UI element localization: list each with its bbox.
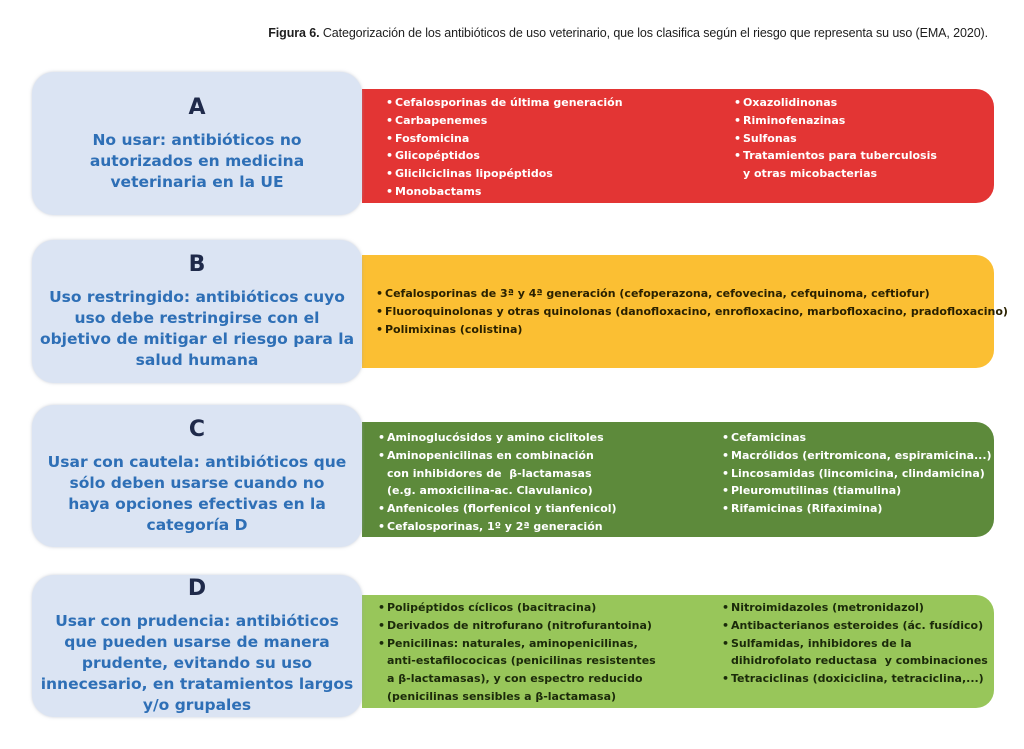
antibiotic-item-text: Cefamicinas bbox=[731, 431, 807, 444]
category-box-b bbox=[32, 240, 362, 383]
antibiotic-panel-c bbox=[362, 422, 994, 537]
antibiotic-item-text: Oxazolidinonas bbox=[743, 96, 838, 109]
antibiotic-item bbox=[376, 321, 1008, 339]
antibiotic-item bbox=[376, 285, 1008, 303]
bullet-icon: • bbox=[378, 636, 386, 650]
antibiotic-item bbox=[722, 599, 988, 617]
category-box-c bbox=[32, 405, 362, 547]
antibiotic-item-text: (e.g. amoxicilina-ac. Clavulanico) bbox=[387, 484, 593, 498]
bullet-icon: • bbox=[734, 149, 742, 163]
bullet-icon: • bbox=[722, 672, 730, 686]
bullet-icon: • bbox=[386, 184, 394, 198]
bullet-icon: • bbox=[722, 618, 730, 632]
figure-caption-text: Categorización de los antibióticos de uso veterinario, que los clasifica según el riesgo que representa su uso (EMA, 2020). bbox=[319, 26, 988, 40]
antibiotic-item-text: dihidrofolato reductasa y combinaciones bbox=[731, 654, 988, 668]
antibiotic-item bbox=[734, 94, 937, 112]
antibiotic-item-text: Penicilinas: naturales, aminopenicilinas, bbox=[387, 636, 638, 650]
antibiotic-item bbox=[378, 518, 722, 536]
bullet-icon: • bbox=[722, 466, 730, 480]
antibiotic-item bbox=[378, 447, 722, 465]
antibiotic-column bbox=[722, 599, 988, 708]
antibiotic-item-text: a β-lactamasas), y con espectro reducido bbox=[387, 672, 643, 686]
antibiotic-item bbox=[386, 147, 734, 165]
antibiotic-item bbox=[386, 165, 734, 183]
antibiotic-item-text: Sulfamidas, inhibidores de la bbox=[731, 636, 912, 650]
category-box-a bbox=[32, 72, 362, 215]
bullet-icon: • bbox=[386, 96, 394, 109]
bullet-icon: • bbox=[378, 519, 386, 533]
category-row-b bbox=[32, 240, 1008, 383]
antibiotic-item bbox=[734, 112, 937, 130]
antibiotic-item bbox=[722, 670, 988, 688]
antibiotic-item-text: anti-estafilococicas (penicilinas resistentes bbox=[387, 654, 656, 668]
antibiotic-item-text: Sulfonas bbox=[743, 131, 797, 145]
antibiotic-column bbox=[378, 599, 722, 708]
bullet-icon: • bbox=[376, 322, 384, 336]
bullet-icon: • bbox=[386, 149, 394, 163]
antibiotic-item-text: Aminoglucósidos y amino ciclitoles bbox=[387, 431, 604, 444]
figure-caption bbox=[268, 26, 988, 40]
antibiotic-item-text: Antibacterianos esteroides (ác. fusídico) bbox=[731, 618, 984, 632]
antibiotic-item-text: Tratamientos para tuberculosis bbox=[743, 149, 937, 163]
antibiotic-column bbox=[378, 429, 722, 537]
category-row-d bbox=[32, 575, 994, 717]
antibiotic-item-continuation bbox=[378, 670, 722, 688]
antibiotic-item-text: Lincosamidas (lincomicina, clindamicina) bbox=[731, 466, 985, 480]
bullet-icon: • bbox=[722, 448, 730, 462]
antibiotic-item bbox=[734, 130, 937, 148]
antibiotic-item-text: Glicopéptidos bbox=[395, 149, 480, 163]
antibiotic-item-text: (penicilinas sensibles a β-lactamasa) bbox=[387, 689, 617, 703]
bullet-icon: • bbox=[734, 131, 742, 145]
bullet-icon: • bbox=[376, 304, 384, 318]
antibiotic-item-text: Cefalosporinas de última generación bbox=[395, 96, 623, 109]
category-box-d bbox=[32, 575, 362, 717]
antibiotic-item bbox=[386, 183, 734, 201]
antibiotic-item bbox=[722, 482, 992, 500]
antibiotic-item-text: Derivados de nitrofurano (nitrofurantoina) bbox=[387, 618, 652, 632]
antibiotic-item bbox=[386, 94, 734, 112]
antibiotic-item bbox=[378, 617, 722, 635]
antibiotic-item-continuation bbox=[722, 652, 988, 670]
antibiotic-item-text: y otras micobacterias bbox=[743, 167, 878, 181]
bullet-icon: • bbox=[376, 287, 384, 300]
category-letter: B bbox=[188, 252, 206, 277]
antibiotic-item-text: con inhibidores de β-lactamasas bbox=[387, 466, 592, 480]
antibiotic-item bbox=[722, 635, 988, 653]
category-description: Uso restringido: antibióticos cuyo uso debe restringirse con el objetivo de mitigar el riesgo para la salud humana bbox=[39, 288, 355, 369]
antibiotic-item-text: Nitroimidazoles (metronidazol) bbox=[731, 601, 924, 614]
antibiotic-column bbox=[722, 429, 992, 537]
bullet-icon: • bbox=[722, 601, 730, 614]
category-row-a bbox=[32, 72, 994, 215]
antibiotic-item-text: Glicilciclinas lipopéptidos bbox=[395, 167, 553, 181]
antibiotic-item-text: Anfenicoles (florfenicol y tianfenicol) bbox=[387, 502, 617, 516]
antibiotic-item bbox=[378, 599, 722, 617]
bullet-icon: • bbox=[722, 431, 730, 444]
antibiotic-item bbox=[722, 617, 988, 635]
antibiotic-item-text: Cefalosporinas de 3ª y 4ª generación (cefoperazona, cefovecina, cefquinoma, ceftiofur) bbox=[385, 287, 930, 300]
antibiotic-item-text: Fluoroquinolonas y otras quinolonas (danofloxacino, enrofloxacino, marbofloxacino, pradofloxacino) bbox=[385, 304, 1008, 318]
antibiotic-column bbox=[386, 94, 734, 203]
bullet-icon: • bbox=[734, 96, 742, 109]
category-description: No usar: antibióticos no autorizados en medicina veterinaria en la UE bbox=[89, 130, 305, 191]
bullet-icon: • bbox=[722, 502, 730, 516]
antibiotic-item bbox=[378, 500, 722, 518]
antibiotic-item-text: Tetraciclinas (doxiciclina, tetraciclina,...) bbox=[731, 672, 984, 686]
antibiotic-item bbox=[386, 112, 734, 130]
bullet-icon: • bbox=[722, 636, 730, 650]
antibiotic-item bbox=[722, 429, 992, 447]
antibiotic-item-continuation bbox=[734, 165, 937, 183]
antibiotic-item-continuation bbox=[378, 465, 722, 483]
antibiotic-item-text: Polipéptidos cíclicos (bacitracina) bbox=[387, 601, 597, 614]
antibiotic-item-text: Macrólidos (eritromicona, espiramicina...) bbox=[731, 448, 992, 462]
antibiotic-item bbox=[378, 429, 722, 447]
antibiotic-item bbox=[722, 465, 992, 483]
antibiotic-item bbox=[376, 303, 1008, 321]
antibiotic-item-text: Carbapenemes bbox=[395, 113, 488, 127]
antibiotic-item-text: Aminopenicilinas en combinación bbox=[387, 448, 594, 462]
antibiotic-item-text: Riminofenazinas bbox=[743, 113, 846, 127]
category-description: Usar con prudencia: antibióticos que pueden usarse de manera prudente, evitando su uso innecesario, en tratamientos largos y/o grupales bbox=[40, 612, 354, 714]
antibiotic-item-text: Polimixinas (colistina) bbox=[385, 322, 523, 336]
antibiotic-panel-b bbox=[362, 255, 1008, 368]
antibiotic-item-text: Fosfomicina bbox=[395, 131, 470, 145]
bullet-icon: • bbox=[378, 618, 386, 632]
bullet-icon: • bbox=[386, 113, 394, 127]
category-letter: C bbox=[188, 416, 206, 442]
antibiotic-item-continuation bbox=[378, 652, 722, 670]
bullet-icon: • bbox=[386, 167, 394, 181]
antibiotic-item-text: Pleuromutilinas (tiamulina) bbox=[731, 484, 902, 498]
category-letter: A bbox=[188, 94, 206, 120]
antibiotic-item-text: Monobactams bbox=[395, 184, 482, 198]
category-row-c bbox=[32, 405, 994, 547]
bullet-icon: • bbox=[386, 131, 394, 145]
bullet-icon: • bbox=[378, 601, 386, 614]
antibiotic-item bbox=[734, 147, 937, 165]
antibiotic-item-text: Cefalosporinas, 1º y 2ª generación bbox=[387, 519, 603, 533]
antibiotic-item bbox=[722, 447, 992, 465]
antibiotic-panel-d bbox=[362, 595, 994, 708]
antibiotic-item-text: Rifamicinas (Rifaximina) bbox=[731, 502, 883, 516]
bullet-icon: • bbox=[378, 431, 386, 444]
antibiotic-item-continuation bbox=[378, 482, 722, 500]
bullet-icon: • bbox=[378, 502, 386, 516]
category-letter: D bbox=[187, 576, 207, 601]
bullet-icon: • bbox=[722, 484, 730, 498]
bullet-icon: • bbox=[734, 113, 742, 127]
antibiotic-column bbox=[734, 94, 937, 203]
antibiotic-item bbox=[722, 500, 992, 518]
figure-label: Figura 6. bbox=[268, 26, 320, 40]
antibiotic-panel-a bbox=[362, 89, 994, 203]
bullet-icon: • bbox=[378, 448, 386, 462]
antibiotic-item bbox=[378, 635, 722, 653]
antibiotic-column bbox=[376, 285, 1008, 368]
category-description: Usar con cautela: antibióticos que sólo deben usarse cuando no haya opciones efectivas en la categoría D bbox=[47, 452, 347, 534]
antibiotic-item bbox=[386, 130, 734, 148]
antibiotic-item-continuation bbox=[378, 688, 722, 706]
